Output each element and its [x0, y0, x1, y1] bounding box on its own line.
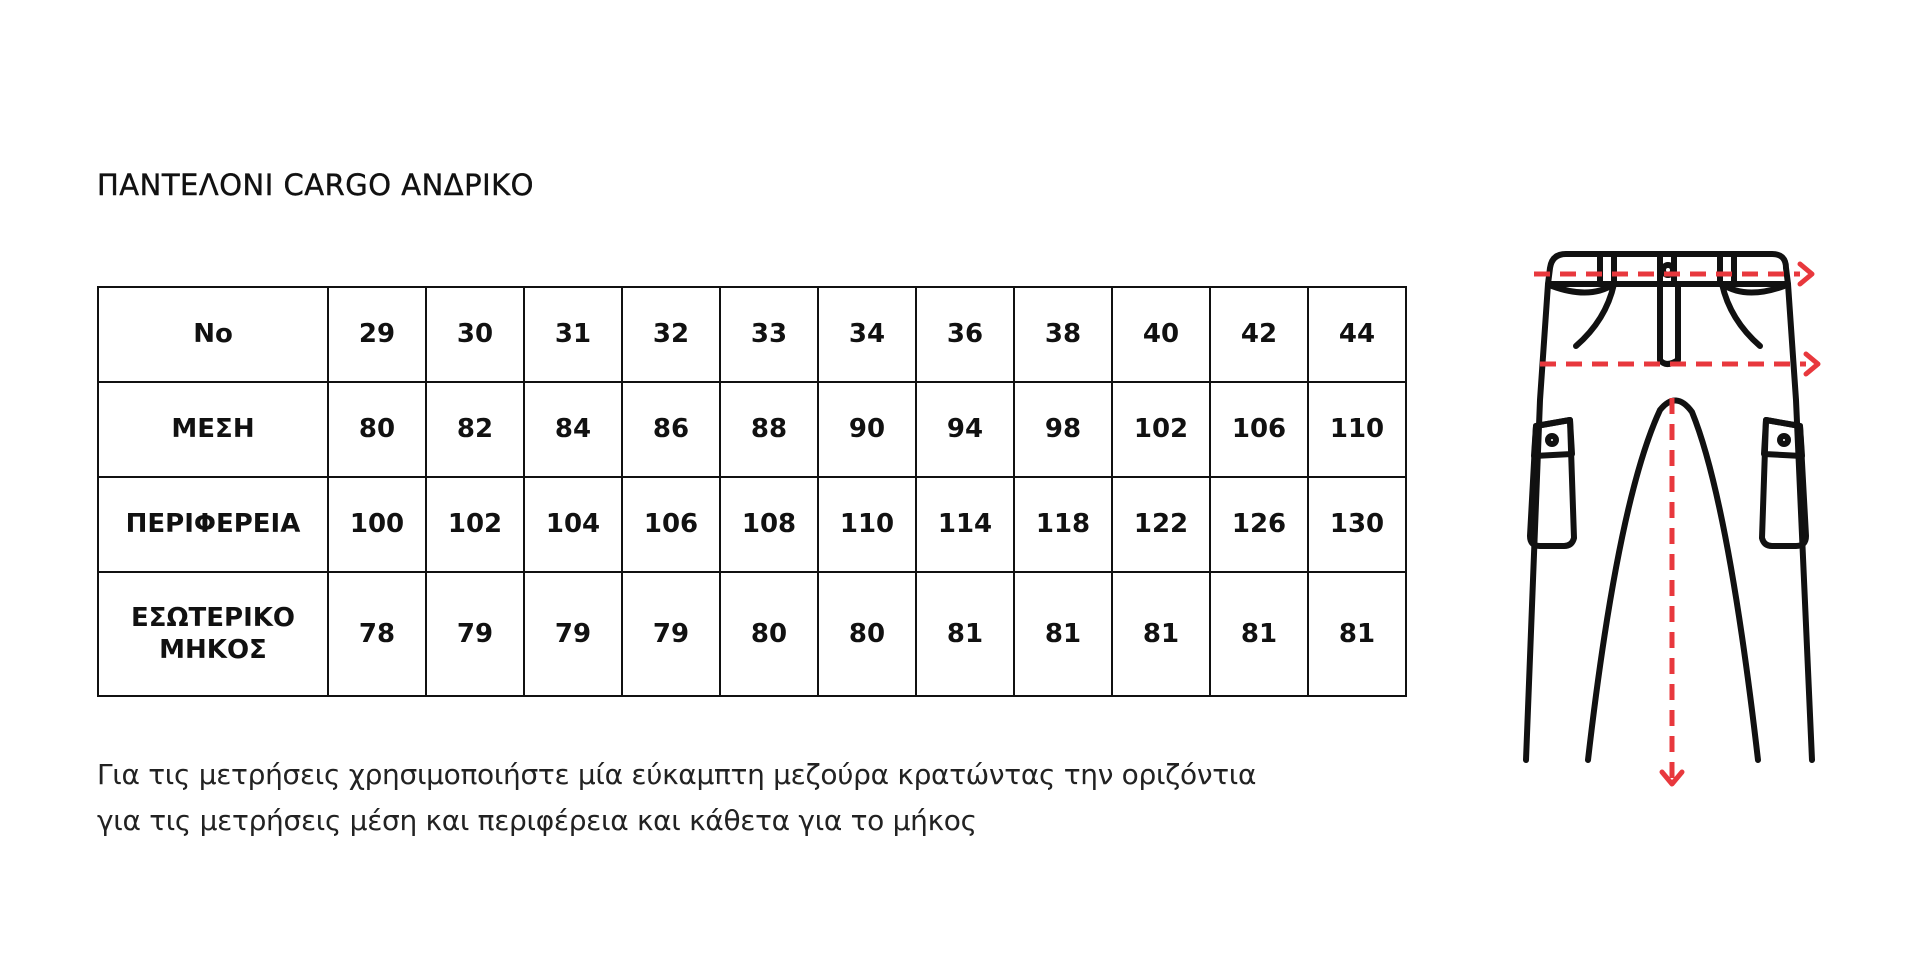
- table-cell: 81: [1112, 572, 1210, 696]
- belt-loop-right: [1720, 254, 1734, 284]
- table-cell: 81: [1014, 572, 1112, 696]
- fly: [1660, 284, 1678, 364]
- table-cell: 84: [524, 382, 622, 477]
- table-cell: 106: [1210, 382, 1308, 477]
- table-row: [98, 477, 1406, 572]
- measurement-note: [97, 752, 1347, 844]
- right-cargo-button: [1780, 436, 1788, 444]
- table-cell: 106: [622, 477, 720, 572]
- table-cell: 29: [328, 287, 426, 382]
- table-cell: 80: [328, 382, 426, 477]
- table-cell: 38: [1014, 287, 1112, 382]
- table-cell: 81: [1210, 572, 1308, 696]
- table-cell: 79: [426, 572, 524, 696]
- table-cell: 31: [524, 287, 622, 382]
- table-cell: 78: [328, 572, 426, 696]
- table-cell: 30: [426, 287, 524, 382]
- table-cell: 79: [622, 572, 720, 696]
- hip-arrowhead-icon: [1806, 354, 1818, 374]
- table-row: [98, 572, 1406, 696]
- table-cell: 81: [1308, 572, 1406, 696]
- waist-arrowhead-icon: [1800, 264, 1812, 284]
- table-cell: 80: [720, 572, 818, 696]
- table-cell: 108: [720, 477, 818, 572]
- size-table: [97, 286, 1407, 697]
- table-cell: 114: [916, 477, 1014, 572]
- table-cell: 118: [1014, 477, 1112, 572]
- table-cell: 34: [818, 287, 916, 382]
- table-cell: 122: [1112, 477, 1210, 572]
- table-cell: 104: [524, 477, 622, 572]
- table-cell: 90: [818, 382, 916, 477]
- table-cell: 86: [622, 382, 720, 477]
- table-cell: 82: [426, 382, 524, 477]
- table-row: [98, 382, 1406, 477]
- table-cell: 42: [1210, 287, 1308, 382]
- table-row: [98, 287, 1406, 382]
- right-pocket: [1722, 284, 1784, 346]
- table-cell: 110: [818, 477, 916, 572]
- left-pocket: [1552, 284, 1614, 346]
- table-cell: 94: [916, 382, 1014, 477]
- table-cell: 79: [524, 572, 622, 696]
- belt-loop-left: [1600, 254, 1614, 284]
- left-cargo-button: [1548, 436, 1556, 444]
- table-cell: 102: [1112, 382, 1210, 477]
- row-label: Νο: [98, 287, 328, 382]
- waistband: [1548, 254, 1788, 284]
- row-label: ΜΕΣΗ: [98, 382, 328, 477]
- table-cell: 110: [1308, 382, 1406, 477]
- note-line-1: Για τις μετρήσεις χρησιμοποιήστε μία εύκαμπτη μεζούρα κρατώντας την οριζόντια: [97, 758, 1257, 791]
- table-cell: 88: [720, 382, 818, 477]
- table-cell: 126: [1210, 477, 1308, 572]
- cargo-pants-measurement-icon: [1510, 240, 1830, 800]
- table-cell: 100: [328, 477, 426, 572]
- table-cell: 80: [818, 572, 916, 696]
- row-label: ΠΕΡΙΦΕΡΕΙΑ: [98, 477, 328, 572]
- table-cell: 81: [916, 572, 1014, 696]
- table-cell: 44: [1308, 287, 1406, 382]
- table-cell: 102: [426, 477, 524, 572]
- table-cell: 32: [622, 287, 720, 382]
- page-title: ΠΑΝΤΕΛΟΝΙ CARGO ΑΝΔΡΙΚΟ: [97, 168, 535, 202]
- table-cell: 33: [720, 287, 818, 382]
- table-cell: 130: [1308, 477, 1406, 572]
- row-label: ΕΣΩΤΕΡΙΚΟ ΜΗΚΟΣ: [98, 572, 328, 696]
- table-cell: 98: [1014, 382, 1112, 477]
- note-line-2: για τις μετρήσεις μέση και περιφέρεια και κάθετα για το μήκος: [97, 804, 977, 837]
- table-cell: 36: [916, 287, 1014, 382]
- table-cell: 40: [1112, 287, 1210, 382]
